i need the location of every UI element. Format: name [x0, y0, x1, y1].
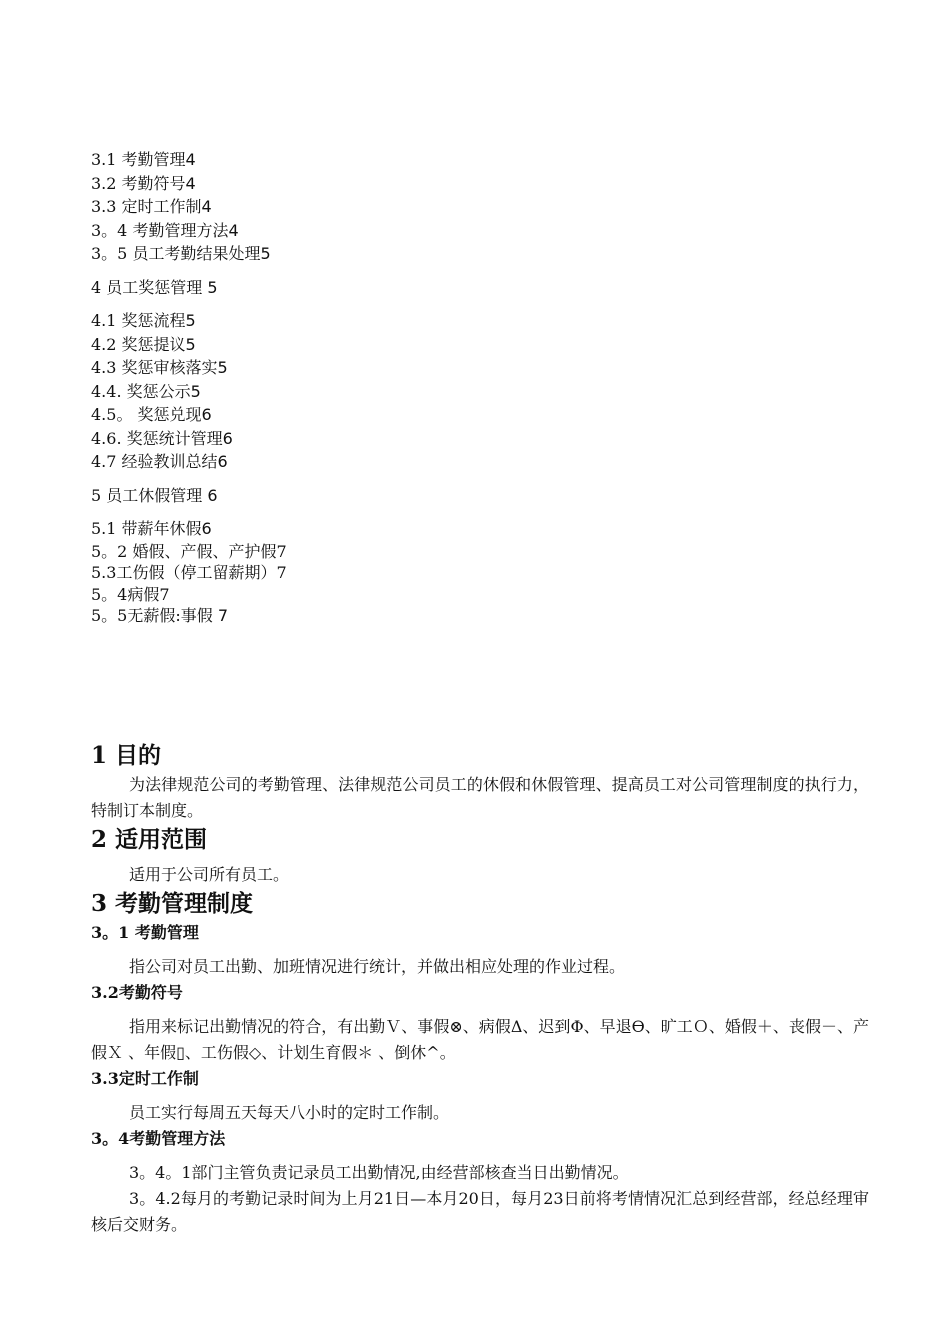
toc-entry[interactable]: 3。5 员工考勤结果处理5 — [91, 244, 271, 263]
toc-entry[interactable]: 4.4. 奖惩公示5 — [91, 381, 201, 401]
toc-entry[interactable]: 3。4 考勤管理方法4 — [91, 220, 239, 240]
heading-purpose: 1 目的 — [91, 742, 162, 769]
toc-entry[interactable]: 4.1 奖惩流程5 — [91, 311, 196, 330]
paragraph-scope: 适用于公司所有员工。 — [129, 865, 290, 884]
toc-entry[interactable]: 3.1 考勤管理4 — [91, 150, 196, 169]
paragraph-3-4-1: 3。4。1部门主管负责记录员工出勤情况,由经营部核查当日出勤情况。 — [129, 1163, 629, 1182]
heading-scope: 2 适用范围 — [91, 826, 208, 853]
paragraph-3-3: 员工实行每周五天每天八小时的定时工作制。 — [129, 1103, 450, 1122]
toc-entry[interactable]: 4.6. 奖惩统计管理6 — [91, 428, 233, 448]
toc-entry[interactable]: 4.3 奖惩审核落实5 — [91, 358, 228, 377]
toc-entry[interactable]: 5。4病假7 — [91, 584, 170, 604]
paragraph-purpose: 为法律规范公司的考勤管理、法律规范公司员工的休假和休假管理、提高员工对公司管理制度的执行力，特制订本制度。 — [91, 775, 869, 820]
toc-entry[interactable]: 5.1 带薪年休假6 — [91, 519, 212, 538]
toc-chapter-4[interactable]: 4 员工奖惩管理 5 — [91, 277, 218, 297]
toc-chapter-5[interactable]: 5 员工休假管理 6 — [91, 485, 218, 505]
toc-entry[interactable]: 5。5无薪假:事假 7 — [91, 606, 229, 625]
paragraph-3-1: 指公司对员工出勤、加班情况进行统计，并做出相应处理的作业过程。 — [129, 957, 626, 976]
toc-entry[interactable]: 5.3工伤假（停工留薪期）7 — [91, 563, 287, 582]
toc-entry[interactable]: 4.2 奖惩提议5 — [91, 334, 196, 354]
heading-attendance: 3 考勤管理制度 — [91, 890, 254, 917]
toc-entry[interactable]: 4.5。 奖惩兑现6 — [91, 405, 212, 424]
paragraph-3-2: 指用来标记出勤情况的符合，有出勤Ｖ、事假⊗、病假Δ、迟到Φ、早退Ө、旷工Ｏ、婚假＋、丧假－、产假Ｘ 、年假▯、工伤假◇、计划生育假＊ 、倒休^。 — [91, 1017, 869, 1062]
heading-3-1: 3。1 考勤管理 — [91, 923, 199, 942]
toc-entry[interactable]: 5。2 婚假、产假、产护假7 — [91, 541, 287, 561]
toc-entry[interactable]: 4.7 经验教训总结6 — [91, 452, 228, 471]
toc-entry[interactable]: 3.3 定时工作制4 — [91, 197, 212, 216]
heading-3-4: 3。4考勤管理方法 — [91, 1129, 226, 1148]
toc-entry[interactable]: 3.2 考勤符号4 — [91, 173, 196, 193]
heading-3-3: 3.3定时工作制 — [91, 1069, 199, 1088]
document-body — [91, 740, 869, 1238]
paragraph-3-4-2: 3。4.2每月的考勤记录时间为上月21日—本月20日，每月23日前将考情情况汇总到经营部，经总经理审核后交财务。 — [91, 1189, 869, 1234]
heading-3-2: 3.2考勤符号 — [91, 983, 183, 1002]
table-of-contents — [91, 148, 871, 627]
